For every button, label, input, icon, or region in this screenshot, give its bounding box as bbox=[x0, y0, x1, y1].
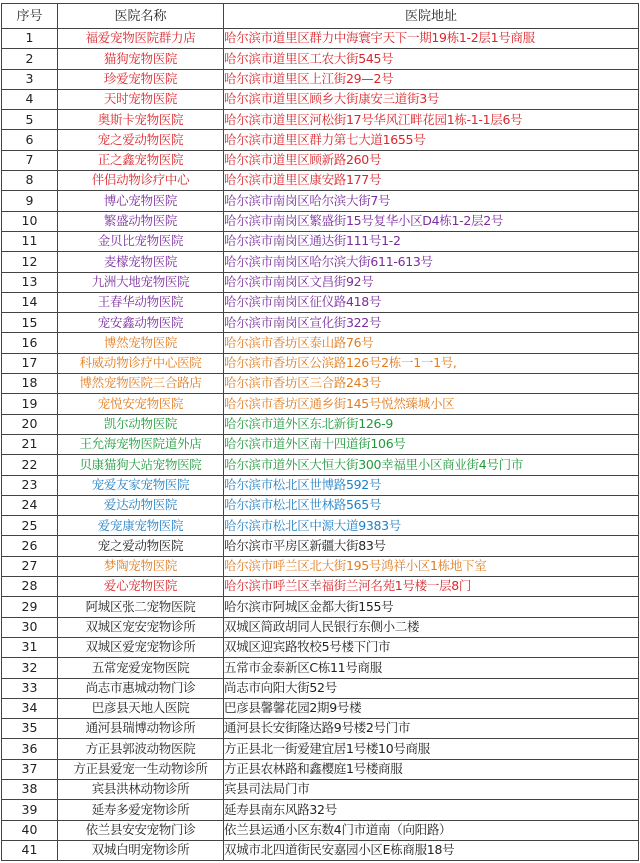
hospital-address: 哈尔滨市松北区中源大道9383号 bbox=[224, 516, 639, 536]
hospital-name: 双城区爱宠宠物诊所 bbox=[58, 637, 224, 657]
header-hospital-name: 医院名称 bbox=[58, 4, 224, 29]
hospital-address: 方正县农林路和鑫樱庭1号楼商服 bbox=[224, 759, 639, 779]
hospital-name: 麦檬宠物医院 bbox=[58, 252, 224, 272]
hospital-address: 双城区简政胡同人民银行东侧小二楼 bbox=[224, 617, 639, 637]
row-index: 20 bbox=[2, 414, 58, 434]
hospital-name: 福爱宠物医院群力店 bbox=[58, 29, 224, 49]
hospital-name: 伴侣动物诊疗中心 bbox=[58, 171, 224, 191]
hospital-address: 哈尔滨市南岗区文昌街92号 bbox=[224, 272, 639, 292]
hospital-address: 哈尔滨市南岗区征仪路418号 bbox=[224, 292, 639, 312]
hospital-name: 贝康猫狗大站宠物医院 bbox=[58, 455, 224, 475]
hospital-name: 爱宠康宠物医院 bbox=[58, 516, 224, 536]
table-row bbox=[2, 556, 639, 576]
row-index: 8 bbox=[2, 171, 58, 191]
row-index: 15 bbox=[2, 313, 58, 333]
hospital-address: 哈尔滨市道里区河松街17号华风江畔花园1栋-1-1层6号 bbox=[224, 110, 639, 130]
row-index: 11 bbox=[2, 231, 58, 251]
row-index: 2 bbox=[2, 49, 58, 69]
row-index: 38 bbox=[2, 779, 58, 799]
hospital-name: 宠之爱动物医院 bbox=[58, 130, 224, 150]
row-index: 37 bbox=[2, 759, 58, 779]
hospital-address: 哈尔滨市南岗区哈尔滨大街611-613号 bbox=[224, 252, 639, 272]
hospital-address: 双城市北四道街民安嘉园小区E栋商服18号 bbox=[224, 840, 639, 860]
table-row bbox=[2, 252, 639, 272]
table-row bbox=[2, 516, 639, 536]
row-index: 35 bbox=[2, 719, 58, 739]
table-row bbox=[2, 658, 639, 678]
row-index: 7 bbox=[2, 150, 58, 170]
table-row bbox=[2, 49, 639, 69]
row-index: 18 bbox=[2, 374, 58, 394]
hospital-address: 巴彦县馨馨花园2期9号楼 bbox=[224, 698, 639, 718]
hospital-name: 金贝比宠物医院 bbox=[58, 231, 224, 251]
row-index: 26 bbox=[2, 536, 58, 556]
table-row bbox=[2, 475, 639, 495]
table-row bbox=[2, 597, 639, 617]
hospital-name: 繁盛动物医院 bbox=[58, 211, 224, 231]
hospital-address: 哈尔滨市道里区上江街29—2号 bbox=[224, 69, 639, 89]
row-index: 39 bbox=[2, 800, 58, 820]
hospital-name: 天时宠物医院 bbox=[58, 89, 224, 109]
table-row bbox=[2, 739, 639, 759]
table-row bbox=[2, 617, 639, 637]
hospital-address: 哈尔滨市道外区南十四道街106号 bbox=[224, 434, 639, 454]
table-row bbox=[2, 353, 639, 373]
hospital-name: 爱心宠物医院 bbox=[58, 577, 224, 597]
table-row bbox=[2, 292, 639, 312]
hospital-name: 九洲大地宠物医院 bbox=[58, 272, 224, 292]
hospital-address: 哈尔滨市香坊区三合路243号 bbox=[224, 374, 639, 394]
table-row bbox=[2, 110, 639, 130]
table-row bbox=[2, 577, 639, 597]
hospital-name: 凯尔动物医院 bbox=[58, 414, 224, 434]
row-index: 28 bbox=[2, 577, 58, 597]
table-row bbox=[2, 800, 639, 820]
hospital-name: 宠安鑫动物医院 bbox=[58, 313, 224, 333]
table-row bbox=[2, 130, 639, 150]
hospital-name: 延寿多爱宠物诊所 bbox=[58, 800, 224, 820]
hospital-name: 爱达动物医院 bbox=[58, 495, 224, 515]
table-row bbox=[2, 434, 639, 454]
row-index: 19 bbox=[2, 394, 58, 414]
hospital-name: 梦陶宠物医院 bbox=[58, 556, 224, 576]
hospital-name: 依兰县安安宠物门诊 bbox=[58, 820, 224, 840]
hospital-name: 双城白明宠物诊所 bbox=[58, 840, 224, 860]
hospital-address: 哈尔滨市呼兰区幸福街兰河名苑1号楼一层8门 bbox=[224, 577, 639, 597]
table-row bbox=[2, 211, 639, 231]
hospital-name: 巴彦县天地人医院 bbox=[58, 698, 224, 718]
hospital-address: 哈尔滨市平房区新疆大街83号 bbox=[224, 536, 639, 556]
hospital-address: 哈尔滨市道外区大恒大街300幸福里小区商业街4号门市 bbox=[224, 455, 639, 475]
hospital-address: 哈尔滨市道里区工农大街545号 bbox=[224, 49, 639, 69]
hospital-address: 哈尔滨市南岗区宣化街322号 bbox=[224, 313, 639, 333]
hospital-address: 哈尔滨市道里区群力中海寰宇天下一期19栋1-2层1号商服 bbox=[224, 29, 639, 49]
hospital-name: 博然宠物医院 bbox=[58, 333, 224, 353]
table-row bbox=[2, 394, 639, 414]
hospital-address: 哈尔滨市松北区世林路565号 bbox=[224, 495, 639, 515]
hospital-name: 博然宠物医院三合路店 bbox=[58, 374, 224, 394]
row-index: 25 bbox=[2, 516, 58, 536]
hospital-name: 通河县瑞博动物诊所 bbox=[58, 719, 224, 739]
hospital-name: 方正县郭波动物医院 bbox=[58, 739, 224, 759]
hospital-name: 博心宠物医院 bbox=[58, 191, 224, 211]
table-row bbox=[2, 69, 639, 89]
table-row bbox=[2, 536, 639, 556]
table-row bbox=[2, 637, 639, 657]
row-index: 9 bbox=[2, 191, 58, 211]
table-row bbox=[2, 171, 639, 191]
hospital-address: 延寿县南东风路32号 bbox=[224, 800, 639, 820]
table-row bbox=[2, 678, 639, 698]
hospital-name: 猫狗宠物医院 bbox=[58, 49, 224, 69]
hospital-address: 方正县北一街爱建宜居1号楼10号商服 bbox=[224, 739, 639, 759]
row-index: 41 bbox=[2, 840, 58, 860]
hospital-address: 宾县司法局门市 bbox=[224, 779, 639, 799]
table-row bbox=[2, 779, 639, 799]
hospital-address: 通河县长安街隆达路9号楼2号门市 bbox=[224, 719, 639, 739]
row-index: 34 bbox=[2, 698, 58, 718]
row-index: 32 bbox=[2, 658, 58, 678]
row-index: 10 bbox=[2, 211, 58, 231]
row-index: 3 bbox=[2, 69, 58, 89]
table-row bbox=[2, 374, 639, 394]
table-row bbox=[2, 820, 639, 840]
hospital-name: 宠悦安宠物医院 bbox=[58, 394, 224, 414]
hospital-name: 宠之爱动物医院 bbox=[58, 536, 224, 556]
row-index: 21 bbox=[2, 434, 58, 454]
hospital-name: 阿城区张二宠物医院 bbox=[58, 597, 224, 617]
row-index: 23 bbox=[2, 475, 58, 495]
table-row bbox=[2, 455, 639, 475]
table-row bbox=[2, 191, 639, 211]
row-index: 1 bbox=[2, 29, 58, 49]
row-index: 22 bbox=[2, 455, 58, 475]
hospital-address: 哈尔滨市道里区顾新路260号 bbox=[224, 150, 639, 170]
row-index: 14 bbox=[2, 292, 58, 312]
hospital-directory-table bbox=[1, 3, 639, 861]
row-index: 29 bbox=[2, 597, 58, 617]
row-index: 36 bbox=[2, 739, 58, 759]
hospital-address: 哈尔滨市道外区东北新街126-9 bbox=[224, 414, 639, 434]
row-index: 17 bbox=[2, 353, 58, 373]
table-row bbox=[2, 313, 639, 333]
header-index: 序号 bbox=[2, 4, 58, 29]
hospital-name: 奥斯卡宠物医院 bbox=[58, 110, 224, 130]
row-index: 31 bbox=[2, 637, 58, 657]
table-row bbox=[2, 759, 639, 779]
hospital-address: 哈尔滨市香坊区泰山路76号 bbox=[224, 333, 639, 353]
table-row bbox=[2, 272, 639, 292]
hospital-name: 宠爱友家宠物医院 bbox=[58, 475, 224, 495]
hospital-name: 尚志市惠城动物门诊 bbox=[58, 678, 224, 698]
table-row bbox=[2, 89, 639, 109]
table-row bbox=[2, 231, 639, 251]
hospital-name: 双城区宠安宠物诊所 bbox=[58, 617, 224, 637]
table-row bbox=[2, 840, 639, 860]
hospital-address: 哈尔滨市道里区群力第七大道1655号 bbox=[224, 130, 639, 150]
table-row bbox=[2, 150, 639, 170]
table-row bbox=[2, 333, 639, 353]
hospital-address: 哈尔滨市香坊区通乡街145号悦然臻城小区 bbox=[224, 394, 639, 414]
hospital-name: 科威动物诊疗中心医院 bbox=[58, 353, 224, 373]
hospital-address: 哈尔滨市南岗区哈尔滨大街7号 bbox=[224, 191, 639, 211]
hospital-address: 哈尔滨市阿城区金都大街155号 bbox=[224, 597, 639, 617]
row-index: 27 bbox=[2, 556, 58, 576]
hospital-name: 正之鑫宠物医院 bbox=[58, 150, 224, 170]
table-header-row bbox=[2, 4, 639, 29]
hospital-name: 方正县爱宠一生动物诊所 bbox=[58, 759, 224, 779]
row-index: 33 bbox=[2, 678, 58, 698]
table-row bbox=[2, 495, 639, 515]
hospital-name: 五常宠爱宠物医院 bbox=[58, 658, 224, 678]
row-index: 5 bbox=[2, 110, 58, 130]
table-row bbox=[2, 719, 639, 739]
hospital-address: 哈尔滨市道里区顾乡大街康安三道街3号 bbox=[224, 89, 639, 109]
hospital-address: 尚志市向阳大街52号 bbox=[224, 678, 639, 698]
hospital-name: 王春华动物医院 bbox=[58, 292, 224, 312]
row-index: 24 bbox=[2, 495, 58, 515]
table-row bbox=[2, 414, 639, 434]
hospital-address: 哈尔滨市呼兰区北大街195号鸿祥小区1栋地下室 bbox=[224, 556, 639, 576]
row-index: 40 bbox=[2, 820, 58, 840]
hospital-address: 哈尔滨市松北区世博路592号 bbox=[224, 475, 639, 495]
hospital-name: 宾县洪林动物诊所 bbox=[58, 779, 224, 799]
hospital-address: 哈尔滨市道里区康安路177号 bbox=[224, 171, 639, 191]
table-body bbox=[2, 29, 639, 861]
row-index: 6 bbox=[2, 130, 58, 150]
table-row bbox=[2, 29, 639, 49]
row-index: 13 bbox=[2, 272, 58, 292]
hospital-name: 王允海宠物医院道外店 bbox=[58, 434, 224, 454]
hospital-address: 依兰县运通小区东数4门市道南（向阳路） bbox=[224, 820, 639, 840]
header-hospital-address: 医院地址 bbox=[224, 4, 639, 29]
hospital-address: 五常市金泰新区C栋11号商服 bbox=[224, 658, 639, 678]
hospital-address: 双城区迎宾路牧校5号楼下门市 bbox=[224, 637, 639, 657]
row-index: 12 bbox=[2, 252, 58, 272]
hospital-address: 哈尔滨市南岗区繁盛街15号复华小区D4栋1-2层2号 bbox=[224, 211, 639, 231]
table-row bbox=[2, 698, 639, 718]
row-index: 30 bbox=[2, 617, 58, 637]
row-index: 16 bbox=[2, 333, 58, 353]
row-index: 4 bbox=[2, 89, 58, 109]
hospital-address: 哈尔滨市香坊区公滨路126号2栋一1一1号, bbox=[224, 353, 639, 373]
hospital-address: 哈尔滨市南岗区通达街111号1-2 bbox=[224, 231, 639, 251]
hospital-name: 珍爱宠物医院 bbox=[58, 69, 224, 89]
